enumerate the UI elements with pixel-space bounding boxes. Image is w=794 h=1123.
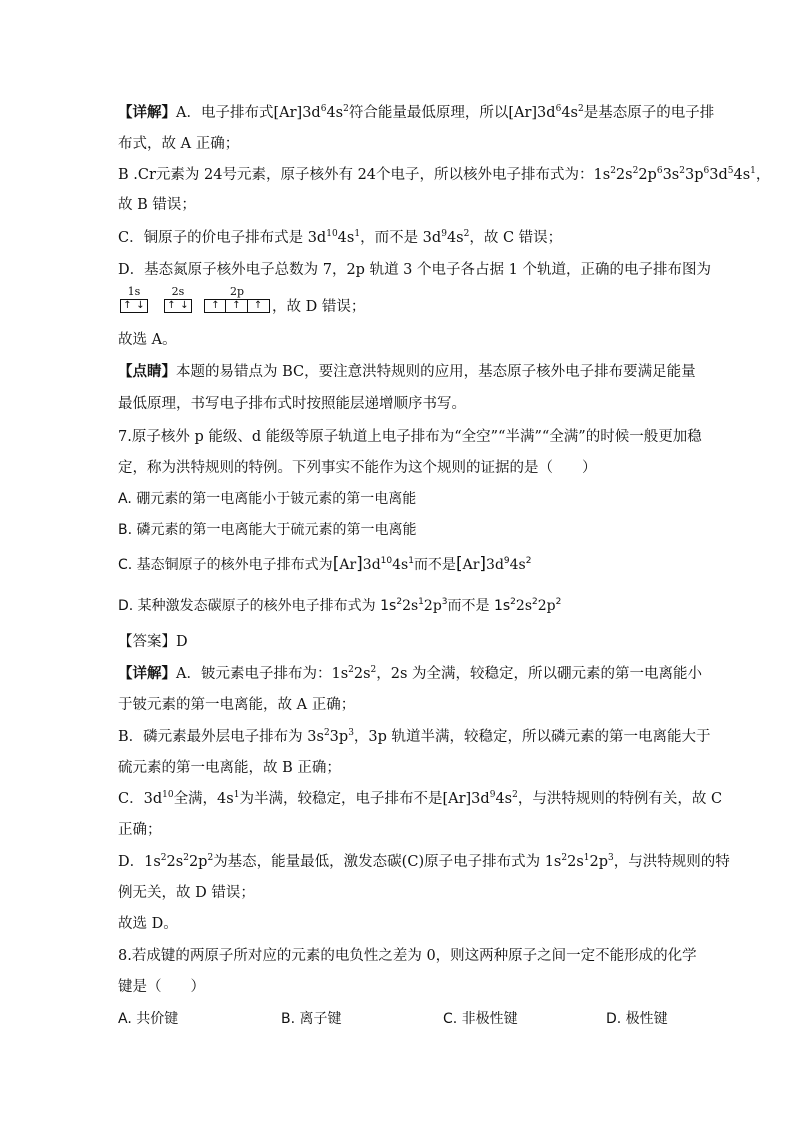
explanation-line: 正确； bbox=[118, 822, 162, 838]
question-stem: 键是（ ） bbox=[118, 979, 205, 995]
explanation-line: D．$1s^22s^22p^2$为基态，能量最低，激发态碳(C)原子电子排布式为 $1s^22s^12p^3$，与洪特规则的特 bbox=[118, 853, 730, 870]
orbital-label-2s: 2s bbox=[171, 285, 185, 298]
explanation-line: 例无关，故 D 错误； bbox=[118, 885, 255, 901]
answer: 【答案】D bbox=[118, 634, 188, 650]
explanation-line: 故选 A。 bbox=[118, 332, 177, 348]
explanation-line: B .Cr元素为 24号元素，原子核外有 24个电子，所以核外电子排布式为：$1s^22s^22p^63s^23p^63d^54s^1$， bbox=[118, 166, 771, 183]
question-stem: 定，称为洪特规则的特例。下列事实不能作为这个规则的证据的是（ ） bbox=[118, 460, 597, 476]
orbital-box-2p: ↑ ↑ ↑ bbox=[204, 299, 270, 313]
orbital-box-2s: ↑ ↓ bbox=[164, 299, 192, 313]
option-b: B. 磷元素的第一电离能大于硫元素的第一电离能 bbox=[118, 522, 417, 538]
explanation-line: 于铍元素的第一电离能，故 A 正确； bbox=[118, 697, 356, 713]
options-row bbox=[118, 1009, 678, 1029]
explanation-line: 故 B 错误； bbox=[118, 197, 196, 213]
explanation-line: C．铜原子的价电子排布式是 $3d^{10}4s^1$，而不是 $3d^94s^2$，故 C 错误； bbox=[118, 229, 563, 246]
option-c: C. 基态铜原子的核外电子排布式为$[Ar]3d^{10}4s^1$而不是$[Ar]3d^94s^2$ bbox=[118, 554, 532, 574]
explanation-line: 硫元素的第一电离能，故 B 正确； bbox=[118, 760, 341, 776]
explanation-line: 故选 D。 bbox=[118, 916, 178, 932]
question-stem: 7.原子核外 p 能级、d 能级等原子轨道上电子排布为“全空”“半满”“全满”的时候一般更加稳 bbox=[118, 429, 702, 445]
option-d: D. 极性键 bbox=[606, 1011, 668, 1027]
orbital-label-2p: 2p bbox=[229, 285, 245, 298]
explanation-line: 【详解】A．铍元素电子排布为：$1s^22s^2$，2s 为全满，较稳定，所以硼元素的第一电离能小 bbox=[118, 665, 703, 682]
option-a: A. 共价键 bbox=[118, 1011, 179, 1027]
option-a: A. 硼元素的第一电离能小于铍元素的第一电离能 bbox=[118, 491, 417, 507]
explanation-line: C．$3d^{10}$全满，$4s^1$为半满，较稳定，电子排布不是$[Ar]3d^94s^2$，与洪特规则的特例有关，故 C bbox=[118, 790, 723, 807]
orbital-diagram bbox=[118, 285, 288, 322]
explanation-line: 布式，故 A 正确； bbox=[118, 136, 240, 152]
option-c: C. 非极性键 bbox=[443, 1011, 518, 1027]
explanation-line: D．基态氮原子核外电子总数为 7，2p 轨道 3 个电子各占据 1 个轨道，正确的电子排布图为 bbox=[118, 262, 711, 278]
tip-line: 【点睛】本题的易错点为 BC，要注意洪特规则的应用，基态原子核外电子排布要满足能量 bbox=[118, 363, 696, 380]
orbital-diagram-line: 1s ↑ ↓ 2s ↑ ↓ 2p ↑ ↑ ↑ ，故 D 错误； bbox=[118, 288, 678, 322]
explanation-line: 【详解】A．电子排布式$[Ar]3d^64s^2$符合能量最低原理，所以$[Ar]3d^64s^2$是基态原子的电子排 bbox=[118, 104, 715, 121]
explanation-line: B．磷元素最外层电子排布为 $3s^23p^3$，3p 轨道半满，较稳定，所以磷元素的第一电离能大于 bbox=[118, 728, 711, 745]
orbital-label-1s: 1s bbox=[127, 285, 141, 298]
option-d: D. 某种激发态碳原子的核外电子排布式为 $1s^22s^12p^3$而不是 $1s^22s^22p^2$ bbox=[118, 597, 562, 614]
option-b: B. 离子键 bbox=[281, 1011, 342, 1027]
question-stem: 8.若成键的两原子所对应的元素的电负性之差为 0，则这两种原子之间一定不能形成的化学 bbox=[118, 948, 697, 964]
orbital-box-1s: ↑ ↓ bbox=[120, 299, 148, 313]
tip-line: 最低原理，书写电子排布式时按照能层递增顺序书写。 bbox=[118, 396, 466, 412]
